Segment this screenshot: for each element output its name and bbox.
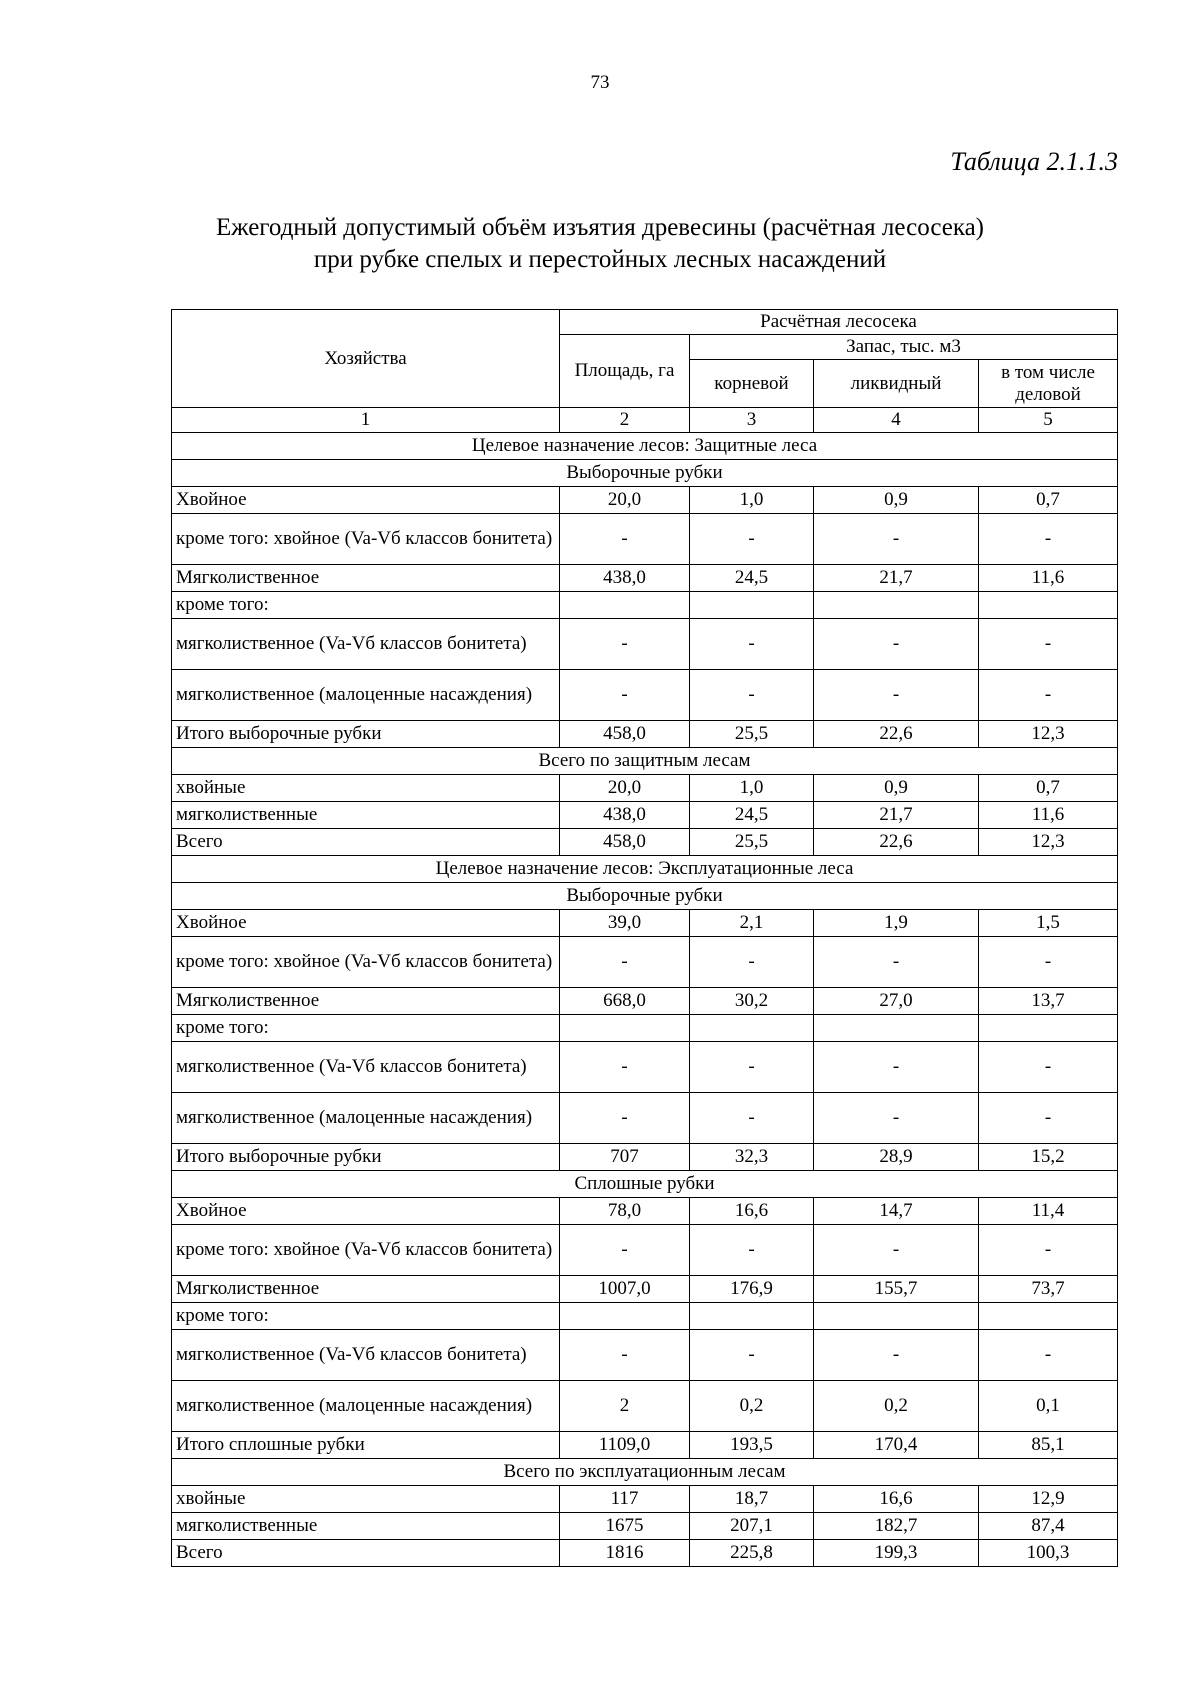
table-row	[172, 487, 1118, 514]
table-row	[172, 1303, 1118, 1330]
value-delovoy: 13,7	[979, 988, 1118, 1015]
row-label: кроме того: хвойное (Va-Vб классов бонитета)	[172, 1225, 560, 1276]
section-title: Выборочные рубки	[172, 460, 1118, 487]
value-delovoy: 0,7	[979, 487, 1118, 514]
row-label: Всего	[172, 829, 560, 856]
table-row	[172, 1540, 1118, 1567]
header-raschetnaya-lesoseka: Расчётная лесосека	[560, 310, 1118, 335]
value-ploshchad: -	[560, 1042, 690, 1093]
value-likvidny: 0,9	[814, 775, 979, 802]
header-hozyaystva: Хозяйства	[172, 310, 560, 408]
row-label: Мягколиственное	[172, 1276, 560, 1303]
value-delovoy	[979, 1303, 1118, 1330]
row-label: Всего	[172, 1540, 560, 1567]
cutting-volume-table	[171, 309, 1118, 1567]
section-row	[172, 433, 1118, 460]
table-row	[172, 988, 1118, 1015]
row-label: Итого выборочные рубки	[172, 721, 560, 748]
row-label: Мягколиственное	[172, 988, 560, 1015]
value-ploshchad: 2	[560, 1381, 690, 1432]
table-row	[172, 619, 1118, 670]
value-likvidny: 27,0	[814, 988, 979, 1015]
row-label: кроме того: хвойное (Va-Vб классов бонитета)	[172, 937, 560, 988]
value-kornevoy: -	[690, 937, 814, 988]
value-likvidny: -	[814, 619, 979, 670]
value-ploshchad	[560, 1303, 690, 1330]
value-likvidny: 22,6	[814, 829, 979, 856]
header-number-2: 2	[560, 408, 690, 433]
row-label: мягколиственное (малоценные насаждения)	[172, 670, 560, 721]
section-row	[172, 856, 1118, 883]
value-delovoy: 0,1	[979, 1381, 1118, 1432]
table-row	[172, 802, 1118, 829]
row-label: кроме того:	[172, 592, 560, 619]
value-delovoy: 12,3	[979, 721, 1118, 748]
value-kornevoy: 225,8	[690, 1540, 814, 1567]
value-kornevoy: 207,1	[690, 1513, 814, 1540]
value-ploshchad: -	[560, 1225, 690, 1276]
value-likvidny: -	[814, 1093, 979, 1144]
table-row	[172, 1198, 1118, 1225]
table-row	[172, 1225, 1118, 1276]
table-row	[172, 937, 1118, 988]
row-label: кроме того:	[172, 1015, 560, 1042]
value-delovoy: -	[979, 514, 1118, 565]
value-likvidny: -	[814, 937, 979, 988]
table-row	[172, 910, 1118, 937]
value-delovoy: -	[979, 670, 1118, 721]
value-ploshchad: 20,0	[560, 487, 690, 514]
section-row	[172, 883, 1118, 910]
table-row	[172, 514, 1118, 565]
row-label: кроме того: хвойное (Va-Vб классов бонитета)	[172, 514, 560, 565]
value-delovoy: -	[979, 1225, 1118, 1276]
value-likvidny: -	[814, 1330, 979, 1381]
section-title: Сплошные рубки	[172, 1171, 1118, 1198]
value-likvidny: -	[814, 670, 979, 721]
value-kornevoy: -	[690, 514, 814, 565]
section-title: Всего по эксплуатационным лесам	[172, 1459, 1118, 1486]
value-ploshchad: -	[560, 1330, 690, 1381]
value-kornevoy	[690, 1303, 814, 1330]
value-likvidny	[814, 1303, 979, 1330]
section-row	[172, 1171, 1118, 1198]
row-label: Хвойное	[172, 910, 560, 937]
value-ploshchad: 438,0	[560, 565, 690, 592]
value-ploshchad: 668,0	[560, 988, 690, 1015]
row-label: мягколиственное (Va-Vб классов бонитета)	[172, 1330, 560, 1381]
row-label: мягколиственные	[172, 802, 560, 829]
value-delovoy: -	[979, 619, 1118, 670]
value-kornevoy: 24,5	[690, 802, 814, 829]
section-title: Целевое назначение лесов: Эксплуатационные леса	[172, 856, 1118, 883]
value-kornevoy: -	[690, 1093, 814, 1144]
header-number-4: 4	[814, 408, 979, 433]
header-likvidny: ликвидный	[814, 360, 979, 408]
header-number-1: 1	[172, 408, 560, 433]
value-ploshchad: 20,0	[560, 775, 690, 802]
value-kornevoy: 32,3	[690, 1144, 814, 1171]
value-delovoy: -	[979, 937, 1118, 988]
table-row	[172, 1144, 1118, 1171]
value-likvidny: -	[814, 1042, 979, 1093]
table-row	[172, 1513, 1118, 1540]
value-likvidny: 0,2	[814, 1381, 979, 1432]
value-delovoy: 11,6	[979, 565, 1118, 592]
value-delovoy: 12,9	[979, 1486, 1118, 1513]
value-delovoy: 0,7	[979, 775, 1118, 802]
row-label: Хвойное	[172, 487, 560, 514]
section-row	[172, 460, 1118, 487]
value-ploshchad: 1007,0	[560, 1276, 690, 1303]
value-ploshchad: 438,0	[560, 802, 690, 829]
value-ploshchad: 458,0	[560, 721, 690, 748]
value-kornevoy: 2,1	[690, 910, 814, 937]
value-likvidny: 21,7	[814, 802, 979, 829]
row-label: хвойные	[172, 1486, 560, 1513]
row-label: кроме того:	[172, 1303, 560, 1330]
table-row	[172, 565, 1118, 592]
value-ploshchad: 1109,0	[560, 1432, 690, 1459]
row-label: Мягколиственное	[172, 565, 560, 592]
value-delovoy: 12,3	[979, 829, 1118, 856]
header-kornevoy: корневой	[690, 360, 814, 408]
value-delovoy: 87,4	[979, 1513, 1118, 1540]
value-kornevoy: 25,5	[690, 829, 814, 856]
value-delovoy: 11,6	[979, 802, 1118, 829]
value-kornevoy	[690, 1015, 814, 1042]
value-delovoy: 11,4	[979, 1198, 1118, 1225]
table-row	[172, 1276, 1118, 1303]
value-likvidny: 0,9	[814, 487, 979, 514]
value-likvidny: 22,6	[814, 721, 979, 748]
value-delovoy	[979, 592, 1118, 619]
row-label: хвойные	[172, 775, 560, 802]
header-number-3: 3	[690, 408, 814, 433]
row-label: мягколиственное (малоценные насаждения)	[172, 1093, 560, 1144]
value-likvidny: 28,9	[814, 1144, 979, 1171]
value-likvidny: 199,3	[814, 1540, 979, 1567]
table-row	[172, 829, 1118, 856]
value-delovoy: 73,7	[979, 1276, 1118, 1303]
table-row	[172, 1042, 1118, 1093]
value-kornevoy: -	[690, 670, 814, 721]
value-likvidny: 182,7	[814, 1513, 979, 1540]
value-ploshchad: 1675	[560, 1513, 690, 1540]
value-ploshchad: 458,0	[560, 829, 690, 856]
value-ploshchad: -	[560, 514, 690, 565]
value-likvidny	[814, 592, 979, 619]
value-kornevoy: -	[690, 1042, 814, 1093]
table-row	[172, 721, 1118, 748]
row-label: мягколиственное (Va-Vб классов бонитета)	[172, 619, 560, 670]
value-likvidny	[814, 1015, 979, 1042]
section-title: Выборочные рубки	[172, 883, 1118, 910]
value-kornevoy: 25,5	[690, 721, 814, 748]
table-row	[172, 775, 1118, 802]
value-delovoy: -	[979, 1093, 1118, 1144]
value-ploshchad: -	[560, 1093, 690, 1144]
value-kornevoy: 176,9	[690, 1276, 814, 1303]
header-number-5: 5	[979, 408, 1118, 433]
value-ploshchad: 39,0	[560, 910, 690, 937]
value-kornevoy: 24,5	[690, 565, 814, 592]
section-title: Всего по защитным лесам	[172, 748, 1118, 775]
title-line-2: при рубке спелых и перестойных лесных насаждений	[313, 246, 887, 273]
section-row	[172, 1459, 1118, 1486]
value-delovoy: 85,1	[979, 1432, 1118, 1459]
value-ploshchad: 707	[560, 1144, 690, 1171]
value-kornevoy: -	[690, 1330, 814, 1381]
value-delovoy: 15,2	[979, 1144, 1118, 1171]
table-row	[172, 1093, 1118, 1144]
table-row	[172, 1330, 1118, 1381]
document-title	[0, 212, 1200, 276]
header-zapas: Запас, тыс. м3	[690, 335, 1118, 360]
value-likvidny: 16,6	[814, 1486, 979, 1513]
value-delovoy: 100,3	[979, 1540, 1118, 1567]
value-likvidny: 170,4	[814, 1432, 979, 1459]
section-row	[172, 748, 1118, 775]
value-delovoy: -	[979, 1330, 1118, 1381]
value-ploshchad: -	[560, 619, 690, 670]
value-likvidny: 155,7	[814, 1276, 979, 1303]
table-row	[172, 670, 1118, 721]
header-delovoy: в том числе деловой	[979, 360, 1118, 408]
row-label: мягколиственные	[172, 1513, 560, 1540]
value-kornevoy: -	[690, 1225, 814, 1276]
value-likvidny: 14,7	[814, 1198, 979, 1225]
value-likvidny: -	[814, 1225, 979, 1276]
value-ploshchad	[560, 1015, 690, 1042]
value-ploshchad: 117	[560, 1486, 690, 1513]
value-likvidny: -	[814, 514, 979, 565]
value-kornevoy: 30,2	[690, 988, 814, 1015]
row-label: Хвойное	[172, 1198, 560, 1225]
value-delovoy	[979, 1015, 1118, 1042]
page-number: 73	[590, 72, 610, 93]
value-ploshchad: 78,0	[560, 1198, 690, 1225]
row-label: мягколиственное (Va-Vб классов бонитета)	[172, 1042, 560, 1093]
row-label: Итого сплошные рубки	[172, 1432, 560, 1459]
value-kornevoy: 193,5	[690, 1432, 814, 1459]
value-kornevoy: 0,2	[690, 1381, 814, 1432]
row-label: Итого выборочные рубки	[172, 1144, 560, 1171]
value-kornevoy: 1,0	[690, 775, 814, 802]
value-ploshchad: -	[560, 670, 690, 721]
value-delovoy: -	[979, 1042, 1118, 1093]
table-body	[172, 433, 1118, 1567]
row-label: мягколиственное (малоценные насаждения)	[172, 1381, 560, 1432]
table-row	[172, 1486, 1118, 1513]
value-likvidny: 21,7	[814, 565, 979, 592]
value-ploshchad: 1816	[560, 1540, 690, 1567]
value-kornevoy	[690, 592, 814, 619]
table-row	[172, 592, 1118, 619]
value-kornevoy: 16,6	[690, 1198, 814, 1225]
table-label: Таблица 2.1.1.3	[950, 147, 1118, 176]
value-likvidny: 1,9	[814, 910, 979, 937]
header-ploshchad: Площадь, га	[560, 335, 690, 408]
section-title: Целевое назначение лесов: Защитные леса	[172, 433, 1118, 460]
table-header	[172, 310, 1118, 433]
table-row	[172, 1381, 1118, 1432]
title-line-1: Ежегодный допустимый объём изъятия древесины (расчётная лесосека)	[215, 214, 985, 241]
value-kornevoy: 1,0	[690, 487, 814, 514]
value-ploshchad	[560, 592, 690, 619]
value-ploshchad: -	[560, 937, 690, 988]
value-kornevoy: -	[690, 619, 814, 670]
table-row	[172, 1015, 1118, 1042]
table-row	[172, 1432, 1118, 1459]
value-kornevoy: 18,7	[690, 1486, 814, 1513]
value-delovoy: 1,5	[979, 910, 1118, 937]
